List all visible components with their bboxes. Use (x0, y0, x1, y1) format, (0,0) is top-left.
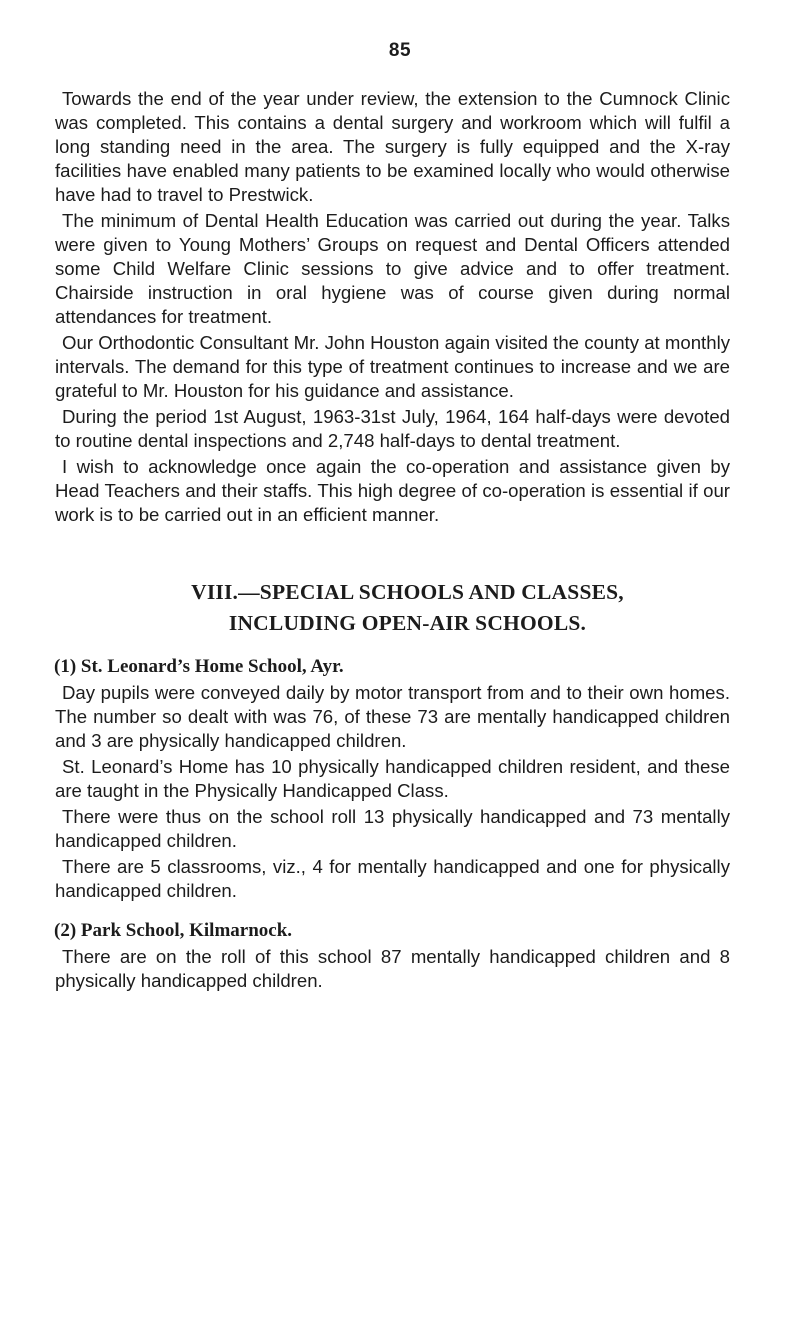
subsection-title-st-leonards: (1) St. Leonard’s Home School, Ayr. (54, 656, 344, 677)
paragraph-resident-children: St. Leonard’s Home has 10 physically handicapped children resident, and these are taught in the Physically Handicapped Class. (55, 756, 730, 801)
section-heading-line-1: VIII.—SPECIAL SCHOOLS AND CLASSES, (191, 580, 624, 604)
paragraph-classrooms: There are 5 classrooms, viz., 4 for mentally handicapped and one for physically handicapped children. (55, 856, 730, 901)
paragraph-school-roll: There were thus on the school roll 13 physically handicapped and 73 mentally handicapped children. (55, 806, 730, 851)
paragraph-day-pupils: Day pupils were conveyed daily by motor transport from and to their own homes. The number so dealt with was 76, of these 73 are mentally handicapped children and 3 are physically handicapped children. (55, 682, 730, 751)
paragraph-cumnock-clinic: Towards the end of the year under review, the extension to the Cumnock Clinic was completed. This contains a dental surgery and workroom which will fulfil a long standing need in the area. The surgery is fully equipped and the X-ray facilities have enabled many patients to be examined locally who would otherwise have had to travel to Prestwick. (55, 88, 730, 205)
section-heading-line-2: INCLUDING OPEN-AIR SCHOOLS. (228, 611, 587, 635)
paragraph-dental-health-education: The minimum of Dental Health Education was carried out during the year. Talks were given to Young Mothers’ Groups on request and Dental Officers attended some Child Welfare Clinic sessions to give advice and to offer treatment. Chairside instruction in oral hygiene was of course given during normal attendances for treatment. (55, 210, 730, 327)
paragraph-orthodontic-consultant: Our Orthodontic Consultant Mr. John Houston again visited the county at monthly intervals. The demand for this type of treatment continues to increase and we are grateful to Mr. Houston for his guidance and assistance. (55, 332, 730, 401)
section-heading (55, 577, 730, 639)
page-number: 85 (388, 40, 412, 61)
paragraph-acknowledgement: I wish to acknowledge once again the co-operation and assistance given by Head Teachers and their staffs. This high degree of co-operation is essential if our work is to be carried out in an efficient manner. (55, 456, 730, 525)
subsection-title-park-school: (2) Park School, Kilmarnock. (54, 920, 293, 941)
paragraph-half-days: During the period 1st August, 1963-31st July, 1964, 164 half-days were devoted to routine dental inspections and 2,748 half-days to dental treatment. (55, 406, 730, 451)
body-text (55, 87, 730, 995)
paragraph-park-school-roll: There are on the roll of this school 87 mentally handicapped children and 8 physically handicapped children. (55, 946, 730, 991)
